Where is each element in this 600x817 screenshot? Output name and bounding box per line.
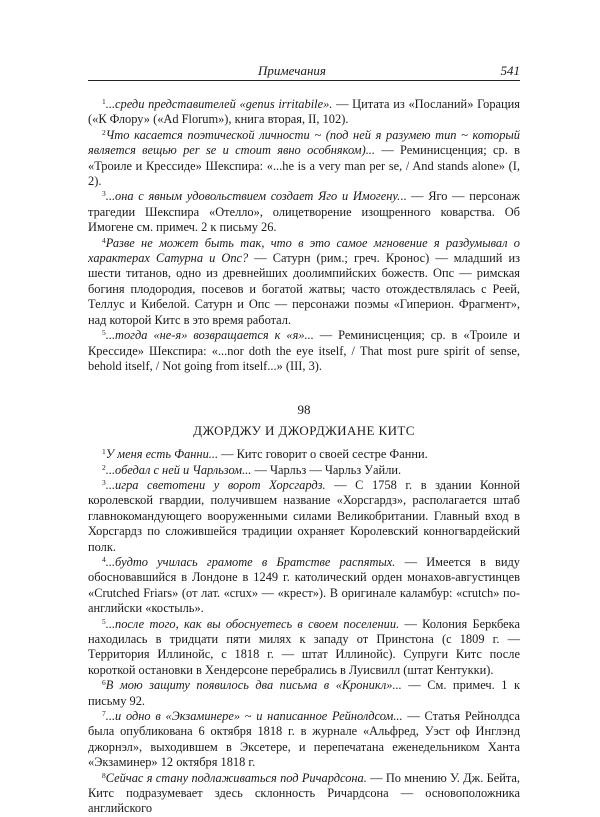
note: [88, 709, 520, 771]
note-quote: ...и одно в «Экзаминере» ~ и написанное Рейнолдсом...: [105, 709, 403, 724]
note-number: 2: [102, 127, 106, 137]
note-text: — См. примеч. 1 к письму 92.: [88, 678, 520, 708]
note: [88, 478, 520, 555]
note-quote: Разве не может быть так, что в это самое мгновение я раздумывал о характерах Сатурна и Опс?: [88, 235, 520, 266]
note-quote: Сейчас я стану подлаживаться под Ричардсона.: [105, 770, 367, 785]
note-number: 7: [102, 709, 106, 719]
letter-number: 98: [297, 402, 311, 418]
note-number: 1: [102, 447, 106, 457]
running-title: Примечания: [258, 63, 326, 78]
note: [88, 97, 520, 128]
note-quote: ...обедал с ней и Чарльзом...: [105, 462, 252, 477]
page-header: [88, 63, 520, 79]
note-text: — Чарльз — Чарльз Уайли.: [251, 462, 402, 477]
note: [88, 236, 520, 328]
note-quote: ...будто училась грамоте в Братстве распятых.: [105, 554, 396, 569]
note-text: — Статья Рейнолдса была опубликована 6 октября 1818 г. в журнале «Альфред, Уэст оф Инглэнд джорнэл», выходившем в Эксетере, и перепечатана еженедельником Ханта «Экзаминер» 12 октября 1818 г.: [88, 709, 521, 770]
note: [88, 771, 520, 817]
note-text: — Реминисценция; ср. в «Троиле и Крессиде» Шекспира: «...he is a very man per se, / And stands alone» (I, 2).: [88, 143, 520, 189]
note-number: 5: [102, 328, 106, 338]
note: [88, 555, 520, 617]
note: [88, 463, 520, 478]
note-number: 4: [102, 235, 106, 245]
note-quote: ...тогда «не-я» возвращается к «я»...: [105, 328, 314, 343]
page-body: [88, 97, 520, 817]
note: [88, 617, 520, 679]
note-text: — Китс говорит о своей сестре Фанни.: [218, 447, 428, 462]
note: [88, 189, 520, 235]
note-quote: В мою защиту появилось два письма в «Кроникл»...: [105, 678, 402, 693]
note: [88, 447, 520, 462]
note-number: 4: [102, 554, 106, 564]
note-quote: ...игра светотени у ворот Хорсгардз.: [105, 477, 326, 492]
page-number: 541: [500, 63, 520, 78]
note-text: — Сатурн (рим.; греч. Кронос) — младший из шести титанов, одно из древнейших доолимпийских божеств. Опс — римская богиня плодородия, посевов и богатой жатвы; часто отождествлялась с Реей, Теллус и Кибелой. Сатурн и Опс — персонажи поэмы «Гиперион. Фрагмент», над которой Китс в это время работал.: [88, 251, 521, 327]
note-text: — Реминисценция; ср. в «Троиле и Крессиде» Шекспира: «...nor doth the eye itself, / That most pure spirit of sense, behold itself, / Not going from itself...» (III, 3).: [88, 328, 520, 373]
note-number: 3: [102, 189, 106, 199]
note-text: — Цитата из «Посланий» Горация («К Флору» («Ad Florum»), книга вторая, II, 102).: [88, 97, 521, 127]
note-quote: У меня есть Фанни...: [105, 447, 219, 462]
note-quote: ...после того, как вы обоснуетесь в своем поселении.: [105, 616, 400, 631]
notes-section-97: [88, 97, 520, 374]
note-number: 1: [102, 97, 106, 106]
note-quote: Что касается поэтической личности ~ (под ней я разумею тип ~ который является вещью per se и стоит явно особняком)...: [88, 127, 520, 158]
note-text: — По мнению У. Дж. Бейта, Китс подразумевает здесь склонность Ричардсона — основоположника английского: [88, 770, 520, 816]
note-quote: ...она с явным удовольствием создает Яго и Имогену.: [105, 189, 401, 204]
note: [88, 328, 520, 374]
note: [88, 678, 520, 709]
note-text: — С 1758 г. в здании Конной королевской гвардии, получившем название «Хорсгардз», располагается штаб главнокомандующего вооруженными силами Великобритании. Главный вход в Хорсгардз по сложившейся традиции охраняет Королевский конногвардейский полк.: [88, 477, 520, 554]
note-number: 5: [102, 616, 106, 626]
note-number: 2: [102, 462, 106, 472]
note-quote: ...среди представителей «genus irritabile».: [105, 97, 333, 111]
letter-title: ДЖОРДЖУ И ДЖОРДЖИАНЕ КИТС: [193, 422, 415, 438]
notes-section-98: [88, 447, 520, 817]
note-text: .. — Яго — персонаж трагедии Шекспира «Отелло», олицетворение изощренного коварства. Об Имогене см. примеч. 2 к письму 26.: [88, 189, 520, 235]
note: [88, 128, 520, 190]
note-text: — Колония Беркбека находилась в тридцати пяти милях к западу от Принстона (с 1809 г. — Территория Иллинойс, с 1818 г. — штат Иллинойс). Супруги Китс после короткой остановки в Хендерсоне перебрались в Луисвилл (штат Кентукки).: [88, 616, 520, 677]
note-number: 8: [102, 770, 106, 780]
note-number: 3: [102, 477, 106, 487]
note-text: — Имеется в виду обосновавшийся в Лондоне в 1249 г. католический орден монахов-августинцев «Crutched Friars» (от лат. «crux» — «крест»). В оригинале каламбур: «crutch» по-английски «костыль».: [88, 554, 520, 616]
note-number: 6: [102, 678, 106, 688]
header-rule: [88, 80, 520, 81]
